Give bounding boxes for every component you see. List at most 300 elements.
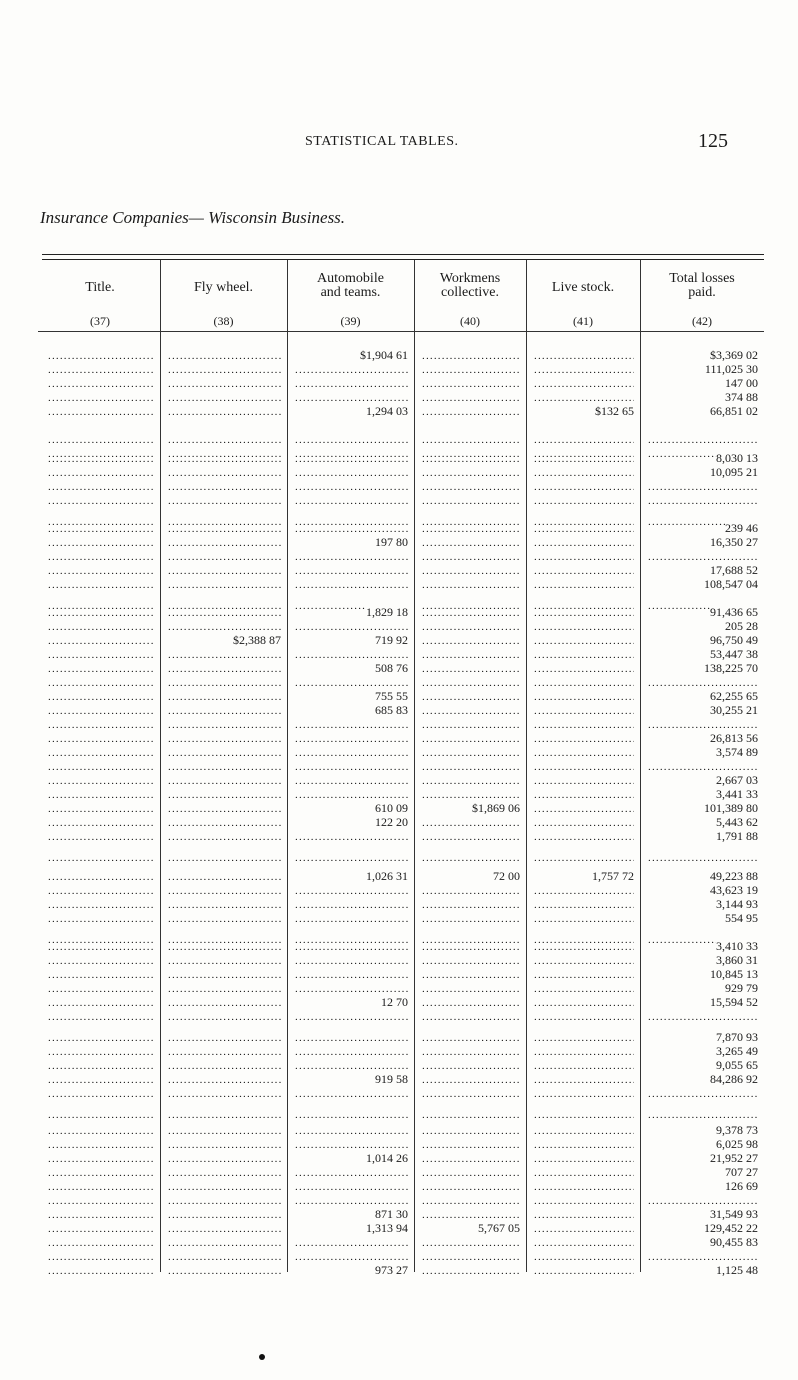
cell-workmens-collective bbox=[422, 535, 520, 549]
cell-live-stock bbox=[534, 850, 634, 864]
cell-total-losses-paid bbox=[648, 633, 758, 647]
cell-value: 1,014 26 bbox=[366, 1151, 408, 1165]
cell-workmens-collective bbox=[422, 869, 520, 883]
cell-total-losses-paid bbox=[648, 1207, 758, 1221]
cell-live-stock bbox=[534, 563, 634, 577]
cell-workmens-collective bbox=[422, 759, 520, 773]
cell-total-losses-paid bbox=[648, 717, 758, 731]
cell-fly-wheel bbox=[168, 939, 281, 953]
cell-value: 30,255 21 bbox=[710, 703, 758, 717]
cell-total-losses-paid bbox=[648, 1179, 758, 1193]
cell-live-stock bbox=[534, 1193, 634, 1207]
cell-fly-wheel bbox=[168, 1030, 281, 1044]
cell-automobile-and-teams bbox=[295, 619, 408, 633]
cell-automobile-and-teams bbox=[295, 549, 408, 563]
cell-fly-wheel bbox=[168, 1086, 281, 1100]
cell-total-losses-paid bbox=[648, 605, 758, 619]
cell-workmens-collective bbox=[422, 773, 520, 787]
cell-automobile-and-teams bbox=[295, 953, 408, 967]
column-divider bbox=[160, 260, 161, 1272]
cell-live-stock bbox=[534, 362, 634, 376]
cell-total-losses-paid bbox=[648, 451, 758, 465]
cell-automobile-and-teams bbox=[295, 703, 408, 717]
cell-value: 239 46 bbox=[725, 521, 758, 535]
cell-live-stock bbox=[534, 521, 634, 535]
cell-fly-wheel bbox=[168, 549, 281, 563]
cell-total-losses-paid bbox=[648, 731, 758, 745]
cell-live-stock bbox=[534, 703, 634, 717]
cell-workmens-collective bbox=[422, 787, 520, 801]
cell-fly-wheel bbox=[168, 605, 281, 619]
cell-title bbox=[48, 1137, 154, 1151]
cell-workmens-collective bbox=[422, 605, 520, 619]
cell-fly-wheel bbox=[168, 953, 281, 967]
cell-fly-wheel bbox=[168, 376, 281, 390]
cell-total-losses-paid bbox=[648, 773, 758, 787]
cell-value: 26,813 56 bbox=[710, 731, 758, 745]
cell-value: 3,860 31 bbox=[716, 953, 758, 967]
cell-fly-wheel bbox=[168, 689, 281, 703]
cell-live-stock bbox=[534, 869, 634, 883]
cell-fly-wheel bbox=[168, 703, 281, 717]
cell-value: 197 80 bbox=[375, 535, 408, 549]
cell-value: 84,286 92 bbox=[710, 1072, 758, 1086]
cell-automobile-and-teams bbox=[295, 362, 408, 376]
cell-automobile-and-teams bbox=[295, 535, 408, 549]
cell-fly-wheel bbox=[168, 911, 281, 925]
cell-title bbox=[48, 577, 154, 591]
cell-automobile-and-teams bbox=[295, 493, 408, 507]
cell-fly-wheel bbox=[168, 1207, 281, 1221]
cell-value: 205 28 bbox=[725, 619, 758, 633]
cell-value: 5,767 05 bbox=[478, 1221, 520, 1235]
cell-value: 108,547 04 bbox=[704, 577, 758, 591]
cell-workmens-collective bbox=[422, 1193, 520, 1207]
cell-fly-wheel bbox=[168, 1044, 281, 1058]
cell-fly-wheel bbox=[168, 479, 281, 493]
cell-title bbox=[48, 869, 154, 883]
cell-value: 919 58 bbox=[375, 1072, 408, 1086]
cell-value: 374 88 bbox=[725, 390, 758, 404]
cell-live-stock bbox=[534, 1263, 634, 1277]
cell-title bbox=[48, 981, 154, 995]
cell-title bbox=[48, 619, 154, 633]
cell-workmens-collective bbox=[422, 1137, 520, 1151]
cell-fly-wheel bbox=[168, 577, 281, 591]
cell-workmens-collective bbox=[422, 967, 520, 981]
cell-live-stock bbox=[534, 1086, 634, 1100]
cell-title bbox=[48, 549, 154, 563]
cell-workmens-collective bbox=[422, 661, 520, 675]
cell-title bbox=[48, 703, 154, 717]
cell-value: 49,223 88 bbox=[710, 869, 758, 883]
cell-automobile-and-teams bbox=[295, 1165, 408, 1179]
cell-workmens-collective bbox=[422, 981, 520, 995]
cell-live-stock bbox=[534, 787, 634, 801]
cell-value: 8,030 13 bbox=[716, 451, 758, 465]
cell-title bbox=[48, 1107, 154, 1121]
cell-live-stock bbox=[534, 1151, 634, 1165]
cell-live-stock bbox=[534, 465, 634, 479]
cell-workmens-collective bbox=[422, 897, 520, 911]
cell-automobile-and-teams bbox=[295, 661, 408, 675]
cell-workmens-collective bbox=[422, 689, 520, 703]
cell-total-losses-paid bbox=[648, 829, 758, 843]
cell-fly-wheel bbox=[168, 1123, 281, 1137]
cell-value: 1,313 94 bbox=[366, 1221, 408, 1235]
cell-live-stock bbox=[534, 1249, 634, 1263]
cell-total-losses-paid bbox=[648, 689, 758, 703]
cell-value: 3,265 49 bbox=[716, 1044, 758, 1058]
cell-fly-wheel bbox=[168, 1137, 281, 1151]
cell-automobile-and-teams bbox=[295, 897, 408, 911]
cell-fly-wheel bbox=[168, 432, 281, 446]
cell-fly-wheel bbox=[168, 829, 281, 843]
cell-fly-wheel bbox=[168, 850, 281, 864]
cell-total-losses-paid bbox=[648, 1235, 758, 1249]
cell-automobile-and-teams bbox=[295, 432, 408, 446]
cell-title bbox=[48, 1221, 154, 1235]
cell-title bbox=[48, 1263, 154, 1277]
cell-value: 12 70 bbox=[381, 995, 408, 1009]
cell-automobile-and-teams bbox=[295, 451, 408, 465]
cell-value: 111,025 30 bbox=[704, 362, 758, 376]
cell-workmens-collective bbox=[422, 619, 520, 633]
cell-title bbox=[48, 647, 154, 661]
cell-total-losses-paid bbox=[648, 815, 758, 829]
cell-total-losses-paid bbox=[648, 1044, 758, 1058]
cell-value: 3,441 33 bbox=[716, 787, 758, 801]
cell-automobile-and-teams bbox=[295, 850, 408, 864]
cell-value: 90,455 83 bbox=[710, 1235, 758, 1249]
cell-total-losses-paid bbox=[648, 787, 758, 801]
cell-workmens-collective bbox=[422, 745, 520, 759]
cell-value: 122 20 bbox=[375, 815, 408, 829]
cell-total-losses-paid bbox=[648, 432, 758, 446]
cell-title bbox=[48, 563, 154, 577]
cell-workmens-collective bbox=[422, 563, 520, 577]
cell-fly-wheel bbox=[168, 815, 281, 829]
cell-title bbox=[48, 493, 154, 507]
cell-automobile-and-teams bbox=[295, 1221, 408, 1235]
cell-total-losses-paid bbox=[648, 661, 758, 675]
cell-value: 871 30 bbox=[375, 1207, 408, 1221]
cell-value: 126 69 bbox=[725, 1179, 758, 1193]
cell-live-stock bbox=[534, 348, 634, 362]
cell-fly-wheel bbox=[168, 348, 281, 362]
cell-total-losses-paid bbox=[648, 1221, 758, 1235]
cell-automobile-and-teams bbox=[295, 465, 408, 479]
cell-title bbox=[48, 1086, 154, 1100]
cell-title bbox=[48, 829, 154, 843]
cell-total-losses-paid bbox=[648, 1030, 758, 1044]
cell-title bbox=[48, 911, 154, 925]
cell-live-stock bbox=[534, 451, 634, 465]
cell-workmens-collective bbox=[422, 1107, 520, 1121]
cell-total-losses-paid bbox=[648, 647, 758, 661]
cell-total-losses-paid bbox=[648, 1086, 758, 1100]
cell-title bbox=[48, 348, 154, 362]
cell-fly-wheel bbox=[168, 787, 281, 801]
cell-automobile-and-teams bbox=[295, 967, 408, 981]
cell-total-losses-paid bbox=[648, 869, 758, 883]
cell-total-losses-paid bbox=[648, 911, 758, 925]
cell-automobile-and-teams bbox=[295, 995, 408, 1009]
cell-live-stock bbox=[534, 605, 634, 619]
cell-workmens-collective bbox=[422, 362, 520, 376]
cell-total-losses-paid bbox=[648, 1137, 758, 1151]
cell-live-stock bbox=[534, 1235, 634, 1249]
column-number-live-stock: (41) bbox=[573, 314, 593, 328]
cell-workmens-collective bbox=[422, 376, 520, 390]
cell-total-losses-paid bbox=[648, 1193, 758, 1207]
cell-total-losses-paid bbox=[648, 801, 758, 815]
cell-live-stock bbox=[534, 815, 634, 829]
cell-title bbox=[48, 376, 154, 390]
cell-live-stock bbox=[534, 967, 634, 981]
cell-title bbox=[48, 1123, 154, 1137]
cell-workmens-collective bbox=[422, 703, 520, 717]
cell-fly-wheel bbox=[168, 717, 281, 731]
column-header-fly-wheel: Fly wheel. bbox=[193, 280, 254, 295]
cell-live-stock bbox=[534, 897, 634, 911]
column-divider bbox=[526, 260, 527, 1272]
cell-total-losses-paid bbox=[648, 1123, 758, 1137]
cell-fly-wheel bbox=[168, 404, 281, 418]
column-number-title: (37) bbox=[90, 314, 110, 328]
cell-fly-wheel bbox=[168, 1221, 281, 1235]
table-top-rule bbox=[42, 254, 764, 255]
cell-workmens-collective bbox=[422, 1086, 520, 1100]
cell-value: 21,952 27 bbox=[710, 1151, 758, 1165]
cell-automobile-and-teams bbox=[295, 1263, 408, 1277]
cell-live-stock bbox=[534, 1072, 634, 1086]
cell-automobile-and-teams bbox=[295, 521, 408, 535]
cell-automobile-and-teams bbox=[295, 1151, 408, 1165]
cell-automobile-and-teams bbox=[295, 1235, 408, 1249]
cell-fly-wheel bbox=[168, 869, 281, 883]
cell-total-losses-paid bbox=[648, 759, 758, 773]
cell-title bbox=[48, 479, 154, 493]
page-header bbox=[0, 130, 798, 156]
cell-workmens-collective bbox=[422, 1249, 520, 1263]
cell-title bbox=[48, 883, 154, 897]
cell-automobile-and-teams bbox=[295, 981, 408, 995]
cell-automobile-and-teams bbox=[295, 605, 408, 619]
cell-fly-wheel bbox=[168, 465, 281, 479]
cell-automobile-and-teams bbox=[295, 1058, 408, 1072]
cell-title bbox=[48, 1044, 154, 1058]
cell-live-stock bbox=[534, 647, 634, 661]
cell-value: 31,549 93 bbox=[710, 1207, 758, 1221]
cell-total-losses-paid bbox=[648, 883, 758, 897]
cell-live-stock bbox=[534, 773, 634, 787]
column-header-automobile-and-teams: Automobile and teams. bbox=[317, 271, 384, 300]
cell-workmens-collective bbox=[422, 717, 520, 731]
cell-value: 66,851 02 bbox=[710, 404, 758, 418]
column-header-live-stock: Live stock. bbox=[551, 280, 615, 295]
cell-workmens-collective bbox=[422, 1058, 520, 1072]
cell-total-losses-paid bbox=[648, 675, 758, 689]
cell-live-stock bbox=[534, 535, 634, 549]
cell-workmens-collective bbox=[422, 1044, 520, 1058]
cell-fly-wheel bbox=[168, 731, 281, 745]
cell-live-stock bbox=[534, 1009, 634, 1023]
cell-automobile-and-teams bbox=[295, 563, 408, 577]
cell-title bbox=[48, 1193, 154, 1207]
cell-automobile-and-teams bbox=[295, 1044, 408, 1058]
cell-total-losses-paid bbox=[648, 1151, 758, 1165]
cell-workmens-collective bbox=[422, 883, 520, 897]
cell-live-stock bbox=[534, 731, 634, 745]
cell-title bbox=[48, 717, 154, 731]
cell-automobile-and-teams bbox=[295, 390, 408, 404]
cell-fly-wheel bbox=[168, 390, 281, 404]
cell-automobile-and-teams bbox=[295, 911, 408, 925]
cell-automobile-and-teams bbox=[295, 1193, 408, 1207]
cell-title bbox=[48, 661, 154, 675]
cell-fly-wheel bbox=[168, 801, 281, 815]
cell-total-losses-paid bbox=[648, 703, 758, 717]
cell-workmens-collective bbox=[422, 451, 520, 465]
cell-live-stock bbox=[534, 981, 634, 995]
cell-title bbox=[48, 1030, 154, 1044]
cell-total-losses-paid bbox=[648, 939, 758, 953]
cell-title bbox=[48, 815, 154, 829]
cell-value: 53,447 38 bbox=[710, 647, 758, 661]
cell-total-losses-paid bbox=[648, 1107, 758, 1121]
cell-value: 101,389 80 bbox=[704, 801, 758, 815]
cell-automobile-and-teams bbox=[295, 1030, 408, 1044]
cell-live-stock bbox=[534, 689, 634, 703]
cell-title bbox=[48, 633, 154, 647]
cell-value: 72 00 bbox=[493, 869, 520, 883]
cell-total-losses-paid bbox=[648, 549, 758, 563]
cell-title bbox=[48, 1235, 154, 1249]
cell-title bbox=[48, 362, 154, 376]
cell-automobile-and-teams bbox=[295, 1207, 408, 1221]
cell-fly-wheel bbox=[168, 1151, 281, 1165]
cell-value: 1,829 18 bbox=[366, 605, 408, 619]
cell-automobile-and-teams bbox=[295, 376, 408, 390]
cell-total-losses-paid bbox=[648, 995, 758, 1009]
cell-live-stock bbox=[534, 432, 634, 446]
cell-live-stock bbox=[534, 479, 634, 493]
cell-total-losses-paid bbox=[648, 953, 758, 967]
cell-value: 129,452 22 bbox=[704, 1221, 758, 1235]
cell-live-stock bbox=[534, 1123, 634, 1137]
cell-value: 929 79 bbox=[725, 981, 758, 995]
cell-automobile-and-teams bbox=[295, 829, 408, 843]
cell-value: 973 27 bbox=[375, 1263, 408, 1277]
cell-fly-wheel bbox=[168, 563, 281, 577]
cell-fly-wheel bbox=[168, 675, 281, 689]
cell-live-stock bbox=[534, 759, 634, 773]
cell-title bbox=[48, 1165, 154, 1179]
cell-total-losses-paid bbox=[648, 404, 758, 418]
cell-fly-wheel bbox=[168, 362, 281, 376]
cell-workmens-collective bbox=[422, 1030, 520, 1044]
cell-total-losses-paid bbox=[648, 376, 758, 390]
column-header-title: Title. bbox=[85, 280, 115, 295]
cell-workmens-collective bbox=[422, 1221, 520, 1235]
cell-fly-wheel bbox=[168, 633, 281, 647]
cell-live-stock bbox=[534, 675, 634, 689]
cell-fly-wheel bbox=[168, 981, 281, 995]
cell-workmens-collective bbox=[422, 1123, 520, 1137]
cell-value: 508 76 bbox=[375, 661, 408, 675]
cell-live-stock bbox=[534, 911, 634, 925]
cell-total-losses-paid bbox=[648, 465, 758, 479]
cell-title bbox=[48, 432, 154, 446]
cell-live-stock bbox=[534, 1030, 634, 1044]
column-number-automobile-and-teams: (39) bbox=[340, 314, 361, 328]
cell-total-losses-paid bbox=[648, 563, 758, 577]
cell-automobile-and-teams bbox=[295, 787, 408, 801]
cell-fly-wheel bbox=[168, 883, 281, 897]
cell-automobile-and-teams bbox=[295, 869, 408, 883]
cell-automobile-and-teams bbox=[295, 939, 408, 953]
cell-fly-wheel bbox=[168, 759, 281, 773]
cell-value: 3,144 93 bbox=[716, 897, 758, 911]
cell-title bbox=[48, 801, 154, 815]
cell-title bbox=[48, 689, 154, 703]
cell-value: 17,688 52 bbox=[710, 563, 758, 577]
cell-workmens-collective bbox=[422, 521, 520, 535]
cell-value: 1,757 72 bbox=[592, 869, 634, 883]
cell-automobile-and-teams bbox=[295, 883, 408, 897]
cell-fly-wheel bbox=[168, 661, 281, 675]
cell-title bbox=[48, 1249, 154, 1263]
cell-total-losses-paid bbox=[648, 1072, 758, 1086]
cell-automobile-and-teams bbox=[295, 689, 408, 703]
cell-automobile-and-teams bbox=[295, 647, 408, 661]
cell-live-stock bbox=[534, 1044, 634, 1058]
cell-fly-wheel bbox=[168, 967, 281, 981]
cell-automobile-and-teams bbox=[295, 1072, 408, 1086]
cell-value: 719 92 bbox=[375, 633, 408, 647]
cell-total-losses-paid bbox=[648, 521, 758, 535]
cell-value: 755 55 bbox=[375, 689, 408, 703]
cell-workmens-collective bbox=[422, 647, 520, 661]
cell-value: 62,255 65 bbox=[710, 689, 758, 703]
cell-value: 147 00 bbox=[725, 376, 758, 390]
page-mark bbox=[259, 1354, 265, 1360]
cell-workmens-collective bbox=[422, 1009, 520, 1023]
cell-fly-wheel bbox=[168, 1249, 281, 1263]
cell-workmens-collective bbox=[422, 549, 520, 563]
cell-total-losses-paid bbox=[648, 577, 758, 591]
cell-workmens-collective bbox=[422, 633, 520, 647]
cell-title bbox=[48, 850, 154, 864]
cell-fly-wheel bbox=[168, 745, 281, 759]
cell-total-losses-paid bbox=[648, 619, 758, 633]
cell-automobile-and-teams bbox=[295, 404, 408, 418]
cell-fly-wheel bbox=[168, 1107, 281, 1121]
cell-live-stock bbox=[534, 1179, 634, 1193]
cell-live-stock bbox=[534, 577, 634, 591]
cell-title bbox=[48, 605, 154, 619]
cell-title bbox=[48, 521, 154, 535]
cell-fly-wheel bbox=[168, 1235, 281, 1249]
cell-title bbox=[48, 787, 154, 801]
cell-value: $132 65 bbox=[595, 404, 634, 418]
cell-title bbox=[48, 451, 154, 465]
cell-total-losses-paid bbox=[648, 981, 758, 995]
cell-workmens-collective bbox=[422, 404, 520, 418]
cell-automobile-and-teams bbox=[295, 759, 408, 773]
cell-live-stock bbox=[534, 619, 634, 633]
